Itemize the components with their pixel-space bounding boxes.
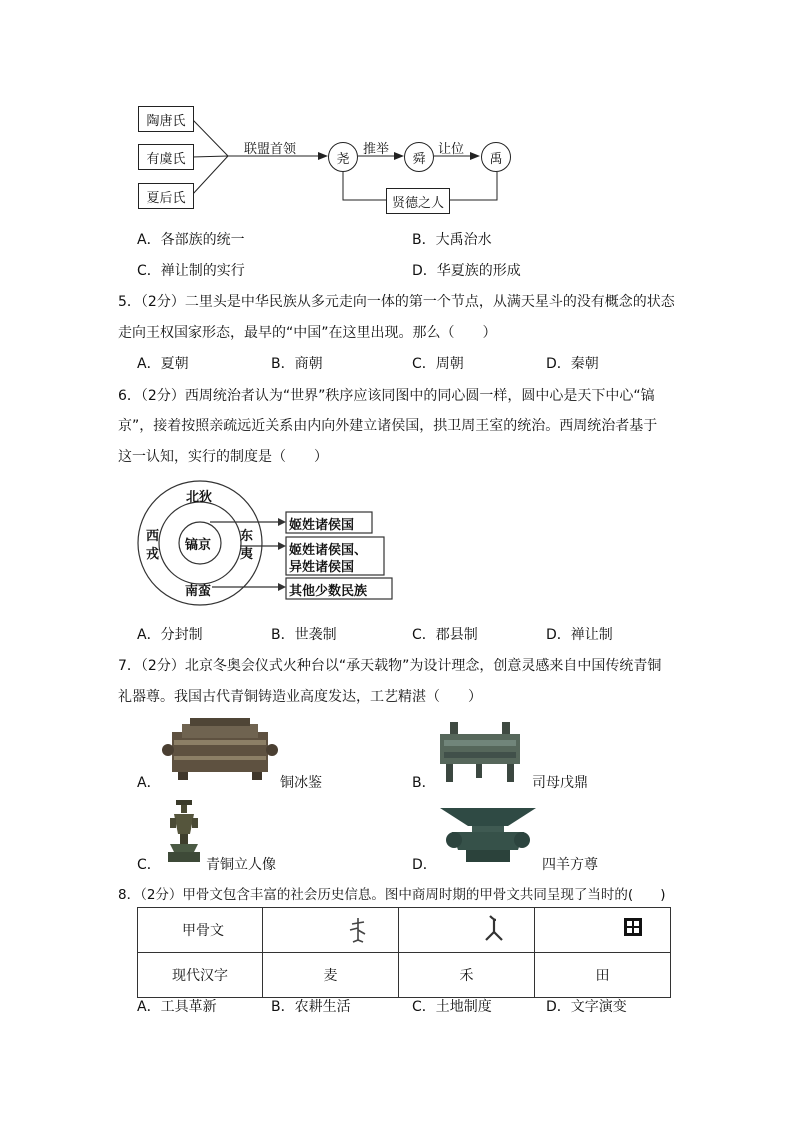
modern-char-mai: 麦 [263, 953, 399, 998]
q4-option-a[interactable]: A．各部族的统一 [137, 232, 245, 248]
q5-stem-line2: 走向王权国家形态，最早的“中国”在这里出现。那么（ ） [118, 325, 497, 341]
alliance-leader-label: 联盟首领 [244, 142, 297, 157]
q5-option-b[interactable]: B．商朝 [271, 356, 323, 372]
tribe-box-taotang: 陶唐氏 [138, 106, 194, 132]
q8-stem-line1: 8．（2分）甲骨文包含丰富的社会历史信息。图中商周时期的甲骨文共同呈现了当时的( ) [118, 887, 666, 903]
yu-circle: 禹 [481, 142, 511, 172]
oracle-glyph-mai [263, 908, 399, 953]
oracle-tian-glyph-icon [536, 910, 669, 946]
virtuous-person-box: 贤德之人 [386, 188, 450, 214]
q7-option-b[interactable]: B． [412, 775, 436, 791]
q6-stem-line1: 6．（2分）西周统治者认为“世界”秩序应该同图中的同心圆一样，圆中心是天下中心“镐 [118, 388, 655, 404]
q7-stem-line2: 礼器尊。我国古代青铜铸造业高度发达，工艺精湛（ ） [118, 689, 482, 705]
shun-circle: 舜 [404, 142, 434, 172]
q7-option-a[interactable]: A． [137, 775, 161, 791]
table-row [138, 908, 671, 953]
q5-option-c[interactable]: C．周朝 [412, 356, 464, 372]
q7-option-d-caption: 四羊方尊 [542, 857, 598, 873]
table-row [138, 953, 671, 998]
oracle-mai-glyph-icon [264, 910, 397, 946]
q4-option-b[interactable]: B．大禹治水 [412, 232, 492, 248]
four-goat-zun-image [438, 806, 538, 864]
q8-option-d[interactable]: D．文字演变 [546, 999, 627, 1015]
q4-option-c[interactable]: C．禅让制的实行 [137, 263, 245, 279]
north-di-label: 北狄 [186, 490, 213, 505]
west-rong-label-2: 戎 [146, 547, 160, 562]
oracle-glyph-tian [535, 908, 671, 953]
q6-option-d[interactable]: D．禅让制 [546, 627, 613, 643]
mixed-vassal-box-1: 姬姓诸侯国、 [289, 543, 368, 558]
east-yi-label-1: 东 [240, 529, 254, 544]
modern-char-tian: 田 [535, 953, 671, 998]
q5-option-d[interactable]: D．秦朝 [546, 356, 599, 372]
oracle-glyph-he [399, 908, 535, 953]
q7-option-d[interactable]: D． [412, 857, 437, 873]
ji-vassal-box: 姬姓诸侯国 [289, 518, 355, 533]
oracle-he-glyph-icon [400, 910, 533, 946]
q7-option-c-caption: 青铜立人像 [206, 857, 276, 873]
q7-stem-line1: 7．（2分）北京冬奥会仪式火种台以“承天载物”为设计理念，创意灵感来自中国传统青铜 [118, 658, 662, 674]
q7-option-b-caption: 司母戊鼎 [532, 775, 588, 791]
q6-stem-line2: 京”，接着按照亲疏远近关系由内向外建立诸侯国，拱卫周王室的统治。西周统治者基于 [118, 418, 658, 434]
modern-row-header: 现代汉字 [138, 953, 263, 998]
q6-option-b[interactable]: B．世袭制 [271, 627, 337, 643]
q8-option-a[interactable]: A．工具革新 [137, 999, 217, 1015]
q5-option-a[interactable]: A．夏朝 [137, 356, 189, 372]
simuwu-ding-image [434, 722, 526, 784]
yao-circle: 尧 [328, 142, 358, 172]
haojing-label: 镐京 [185, 538, 212, 553]
q6-option-a[interactable]: A．分封制 [137, 627, 203, 643]
oracle-row-header: 甲骨文 [138, 908, 263, 953]
q8-option-c[interactable]: C．土地制度 [412, 999, 492, 1015]
q6-stem-line3: 这一认知，实行的制度是（ ） [118, 449, 328, 465]
tribe-box-xiahou: 夏后氏 [138, 183, 194, 209]
bronze-ice-jian-image [160, 716, 280, 782]
south-man-label: 南蛮 [185, 584, 212, 599]
elect-label: 推举 [363, 142, 390, 157]
q4-option-d[interactable]: D．华夏族的形成 [412, 263, 521, 279]
q8-option-b[interactable]: B．农耕生活 [271, 999, 351, 1015]
tribe-box-youyu: 有虞氏 [138, 144, 194, 170]
modern-char-he: 禾 [399, 953, 535, 998]
q7-option-a-caption: 铜冰鉴 [280, 775, 322, 791]
q5-stem-line1: 5．（2分）二里头是中华民族从多元走向一体的第一个节点，从满天星斗的没有概念的状态 [118, 294, 675, 310]
oracle-bone-table [137, 907, 671, 998]
minorities-box: 其他少数民族 [289, 584, 368, 599]
q7-option-c[interactable]: C． [137, 857, 161, 873]
west-rong-label-1: 西 [146, 529, 160, 544]
abdicate-label: 让位 [438, 142, 465, 157]
mixed-vassal-box-2: 异姓诸侯国 [289, 560, 355, 575]
q6-option-c[interactable]: C．郡县制 [412, 627, 478, 643]
bronze-standing-figure-image [164, 800, 204, 864]
east-yi-label-2: 夷 [240, 547, 254, 562]
